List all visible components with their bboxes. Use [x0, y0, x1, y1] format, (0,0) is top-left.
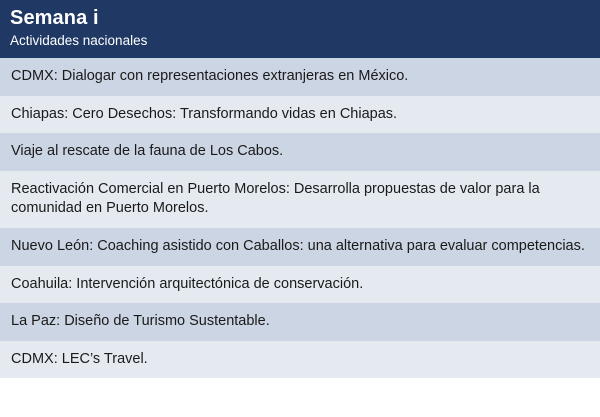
activities-list: [0, 58, 600, 417]
list-item: [0, 341, 600, 379]
list-item-label: CDMX: Dialogar con representaciones extranjeras en México.: [11, 68, 409, 85]
list-item-label: CDMX: LEC’s Travel.: [11, 350, 148, 367]
list-item: [0, 133, 600, 171]
page-title: Semana i: [10, 7, 99, 29]
list-item-label: Chiapas: Cero Desechos: Transformando vidas en Chiapas.: [11, 105, 398, 122]
panel-header: [0, 0, 600, 58]
list-item: [0, 171, 600, 228]
page-subtitle: Actividades nacionales: [10, 33, 148, 48]
list-item: [0, 303, 600, 341]
list-item: [0, 266, 600, 304]
list-item: [0, 96, 600, 134]
list-item: [0, 228, 600, 266]
list-item-label: Coahuila: Intervención arquitectónica de conservación.: [11, 275, 364, 292]
list-item-label: La Paz: Diseño de Turismo Sustentable.: [11, 313, 270, 330]
list-item-label: Reactivación Comercial en Puerto Morelos: Desarrolla propuestas de valor para la comunidad en Puerto Morelos.: [11, 180, 540, 217]
list-item-label: Viaje al rescate de la fauna de Los Cabos.: [11, 143, 284, 160]
list-item-label: Nuevo León: Coaching asistido con Caballos: una alternativa para evaluar competencias.: [11, 238, 585, 254]
list-item: [0, 58, 600, 96]
